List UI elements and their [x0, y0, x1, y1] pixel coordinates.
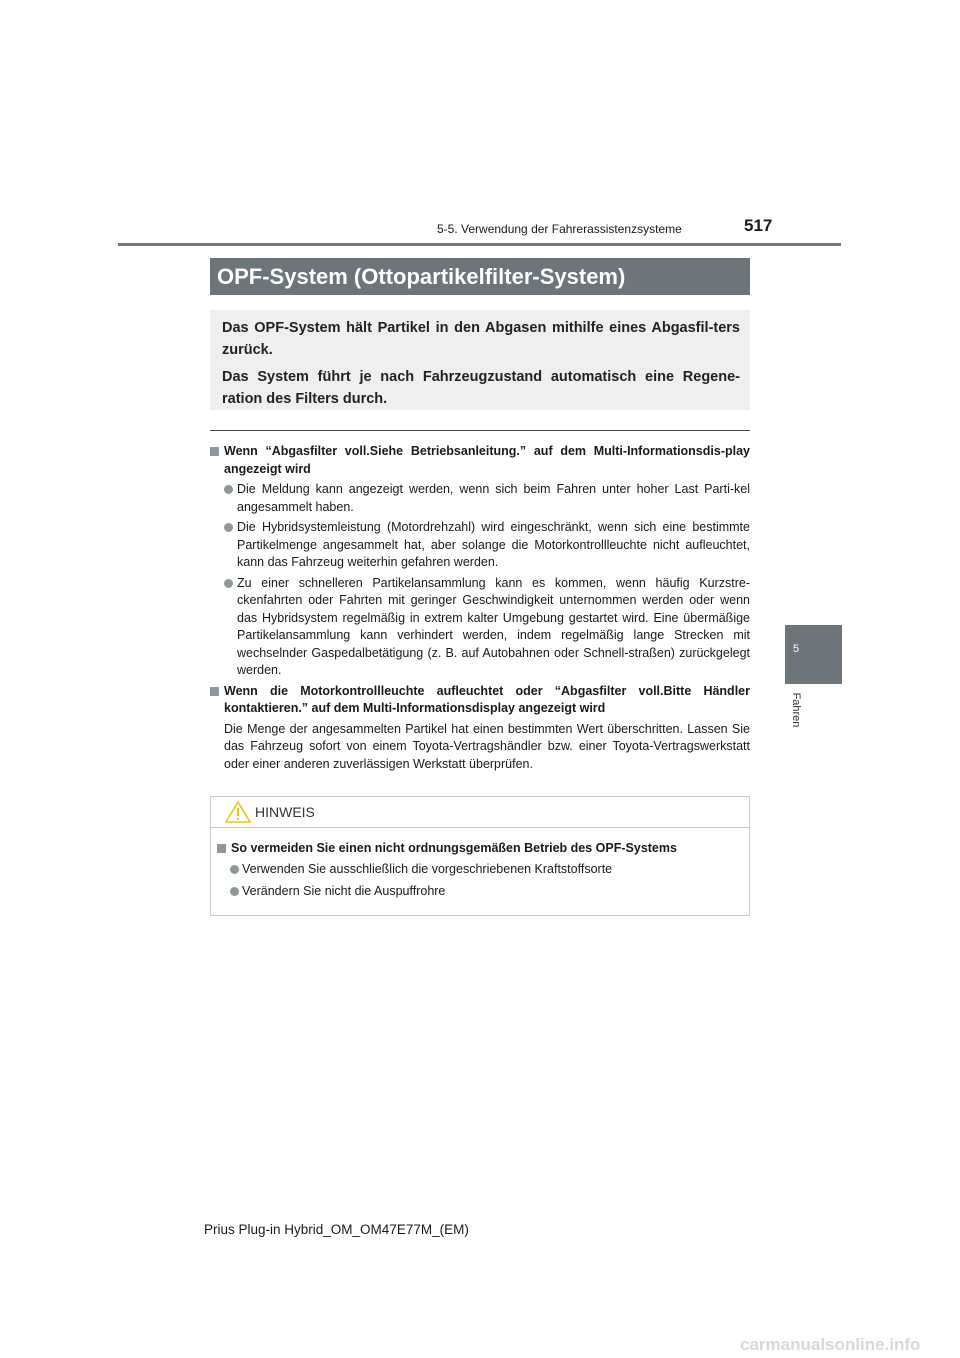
notice-subheading-text: So vermeiden Sie einen nicht ordnungsgemäßen Betrieb des OPF-Systems [231, 841, 677, 855]
list-item-text: Die Hybridsystemleistung (Motordrehzahl) wird eingeschränkt, wenn sich eine bestimmte Partikelmenge angesammelt hat, aber solange die Motorkontrollleuchte nicht aufleuchtet, kann das Fahrzeug weiterhin gefahren werden. [237, 520, 750, 569]
header-rule [118, 243, 841, 246]
circle-bullet-icon [230, 865, 239, 874]
notice-header [211, 797, 749, 828]
circle-bullet-icon [224, 485, 233, 494]
circle-bullet-icon [224, 579, 233, 588]
list-item-text: Zu einer schnelleren Partikelansammlung kann es kommen, wenn häufig Kurzstre-ckenfahrten oder Fahrten mit geringer Geschwindigkeit unternommen werden oder wenn das Hybridsystem regelmäßig in extrem kalter Umgebung gestartet wird. Eine übermäßige Partikelansammlung kann verhindert werden, indem regelmäßig lange Strecken mit wechselnder Gaspedalbetätigung (z. B. auf Autobahnen oder Schnell-straßen) zurückgelegt werden. [237, 575, 750, 677]
notice-subheading [217, 840, 737, 857]
paragraph: Die Menge der angesammelten Partikel hat einen bestimmten Wert überschritten. Lassen Sie das Fahrzeug sofort von einem Toyota-Vertragshändler bzw. einer Toyota-Vertragswerkstatt oder einer anderen zuverlässigen Werkstatt überprüfen. [224, 721, 750, 771]
square-bullet-icon [210, 687, 219, 696]
section-title: OPF-System (Ottopartikelfilter-System) [210, 258, 750, 295]
content-rule [210, 430, 750, 431]
list-item [210, 481, 750, 516]
square-bullet-icon [217, 844, 226, 853]
notice-body [217, 840, 737, 905]
body-text [210, 443, 750, 773]
side-tab-label: Fahren [790, 692, 802, 728]
notice-title: HINWEIS [255, 804, 315, 820]
side-tab-number: 5 [792, 643, 800, 655]
notice-box [210, 796, 750, 916]
intro-paragraph: Das System führt je nach Fahrzeugzustand automatisch eine Regene-ration des Filters durch. [222, 369, 740, 407]
circle-bullet-icon [224, 523, 233, 532]
intro-paragraph: Das OPF-System hält Partikel in den Abgasen mithilfe eines Abgasfil-ters zurück. [222, 320, 740, 358]
subheading [210, 443, 750, 478]
circle-bullet-icon [230, 887, 239, 896]
notice-list-item-text: Verwenden Sie ausschließlich die vorgeschriebenen Kraftstoffsorte [242, 862, 613, 876]
list-item [210, 519, 750, 572]
warning-triangle-icon [225, 800, 251, 824]
square-bullet-icon [210, 447, 219, 456]
subheading-text: Wenn “Abgasfilter voll.Siehe Betriebsanleitung.” auf dem Multi-Informationsdis-play angezeigt wird [224, 444, 750, 476]
subheading-text: Wenn die Motorkontrollleuchte aufleuchtet oder “Abgasfilter voll.Bitte Händler kontaktieren.” auf dem Multi-Informationsdisplay angezeigt wird [224, 683, 750, 715]
watermark: carmanualsonline.info [740, 1335, 921, 1354]
page-number: 517 [744, 216, 773, 235]
footer-text: Prius Plug-in Hybrid_OM_OM47E77M_(EM) [204, 1222, 469, 1237]
intro-box [210, 310, 750, 410]
subheading [210, 683, 750, 718]
notice-list-item [217, 861, 737, 878]
running-head: 5-5. Verwendung der Fahrerassistenzsysteme [437, 222, 682, 236]
notice-list-item-text: Verändern Sie nicht die Auspuffrohre [242, 884, 446, 898]
list-item-text: Die Meldung kann angezeigt werden, wenn sich beim Fahren unter hoher Last Parti-kel angesammelt haben. [237, 482, 750, 514]
notice-list-item [217, 883, 737, 900]
list-item [210, 575, 750, 680]
